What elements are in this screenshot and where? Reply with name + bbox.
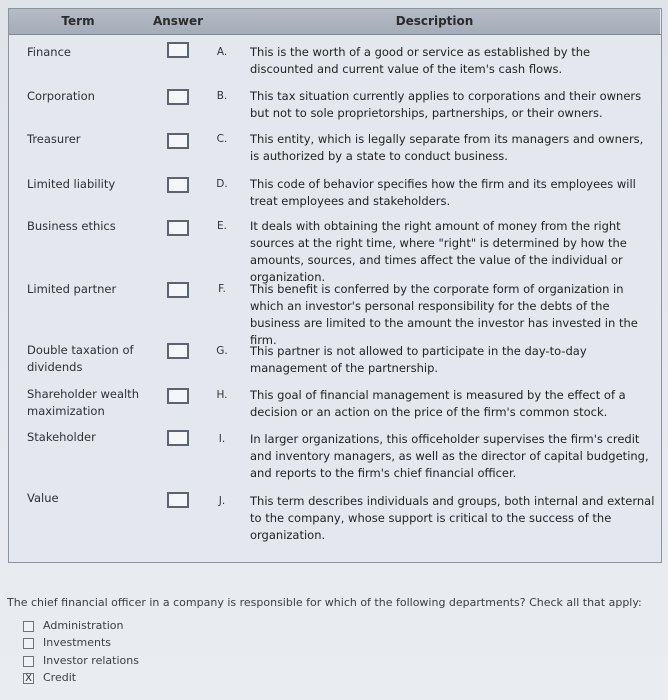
- description-text: This is the worth of a good or service as established by the discounted and current value of the item's cash flows.: [250, 45, 591, 76]
- term-double-taxation-of-dividends: Double taxation of dividends: [27, 343, 134, 374]
- description-letter: C.: [216, 133, 228, 145]
- answer-box-business-ethics[interactable]: [167, 220, 189, 236]
- term-shareholder-wealth-maximization: Shareholder wealth maximization: [27, 387, 139, 418]
- description-letter: G.: [216, 345, 228, 357]
- term-treasurer: Treasurer: [27, 132, 81, 146]
- description-letter: D.: [216, 178, 228, 190]
- description-letter: F.: [218, 283, 226, 295]
- description-letter: B.: [216, 90, 228, 102]
- description-text: This goal of financial management is measured by the effect of a decision or an action on the price of the firm's common stock.: [250, 388, 626, 419]
- answer-box-double-taxation[interactable]: [167, 343, 189, 359]
- description-letter: A.: [216, 46, 228, 58]
- term-value: Value: [27, 491, 59, 505]
- option-label: Credit: [43, 671, 77, 684]
- header-description: Description: [209, 9, 660, 34]
- answer-box-treasurer[interactable]: [167, 133, 189, 149]
- description-text: It deals with obtaining the right amount of money from the right sources at the right time, where "right" is determined by how the amounts, sources, and times affect the value of the individual or organization.: [250, 219, 627, 284]
- answer-box-stakeholder[interactable]: [167, 430, 189, 446]
- description-text: In larger organizations, this officeholder supervises the firm's credit and inventory managers, as well as the director of capital budgeting, and reports to the firm's chief financial officer.: [250, 432, 649, 480]
- description-text: This entity, which is legally separate from its managers and owners, is authorized by a state to conduct business.: [250, 132, 644, 163]
- term-stakeholder: Stakeholder: [27, 430, 96, 444]
- answer-box-limited-liability[interactable]: [167, 177, 189, 193]
- description-text: This tax situation currently applies to corporations and their owners but not to sole proprietorships, partnerships, or their owners.: [250, 89, 642, 120]
- answer-box-finance[interactable]: [167, 42, 189, 58]
- description-text: This term describes individuals and groups, both internal and external to the company, whose support is critical to the success of the organization.: [250, 494, 655, 542]
- question-prompt: The chief financial officer in a company is responsible for which of the following departments? Check all that apply:: [7, 596, 642, 609]
- table-header: [9, 9, 661, 35]
- term-business-ethics: Business ethics: [27, 219, 116, 233]
- checkbox[interactable]: [23, 638, 34, 649]
- checkbox-checked[interactable]: X: [23, 673, 34, 684]
- term-limited-partner: Limited partner: [27, 282, 117, 296]
- answer-box-value[interactable]: [167, 492, 189, 508]
- matching-table: [8, 8, 662, 563]
- checkbox[interactable]: [23, 621, 34, 632]
- answer-box-corporation[interactable]: [167, 89, 189, 105]
- term-finance: Finance: [27, 45, 71, 59]
- description-letter: J.: [218, 495, 226, 507]
- description-text: This partner is not allowed to participate in the day-to-day management of the partnership.: [250, 344, 587, 375]
- description-letter: E.: [217, 220, 227, 232]
- header-answer: Answer: [147, 9, 210, 34]
- checkbox[interactable]: [23, 656, 34, 667]
- term-limited-liability: Limited liability: [27, 177, 116, 191]
- header-term: Term: [9, 9, 148, 34]
- option-label: Investments: [43, 636, 112, 649]
- term-corporation: Corporation: [27, 89, 95, 103]
- answer-box-shareholder-wealth[interactable]: [167, 388, 189, 404]
- description-letter: H.: [216, 389, 228, 401]
- description-letter: I.: [218, 433, 226, 445]
- option-label: Investor relations: [43, 654, 139, 667]
- description-text: This benefit is conferred by the corporate form of organization in which an investor's personal responsibility for the debts of the business are limited to the amount the investor has invested in the firm.: [250, 282, 638, 347]
- option-label: Administration: [43, 619, 124, 632]
- answer-box-limited-partner[interactable]: [167, 282, 189, 298]
- description-text: This code of behavior specifies how the firm and its employees will treat employees and stakeholders.: [250, 177, 636, 208]
